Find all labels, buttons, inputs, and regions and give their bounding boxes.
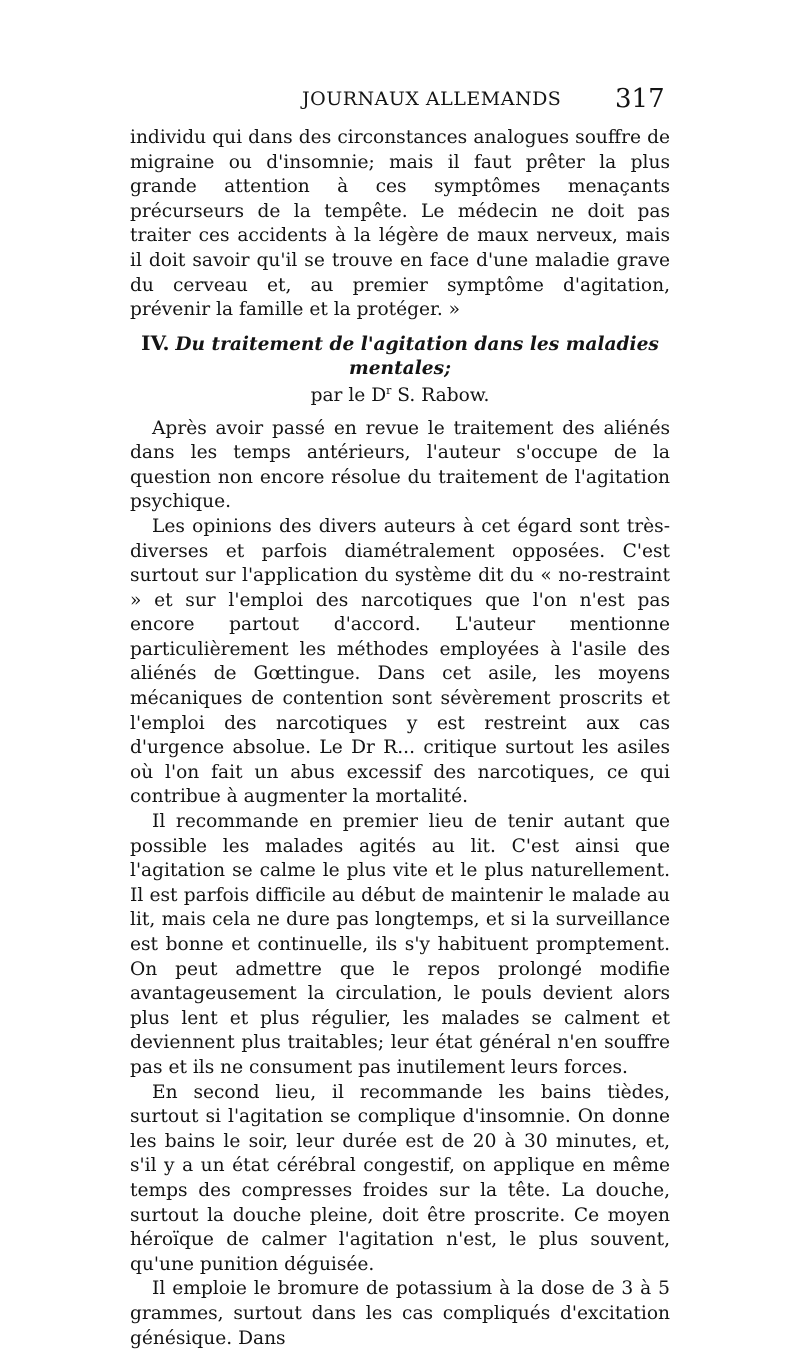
page-number: 317 [615,84,665,114]
byline-prefix: par le D [310,384,387,406]
paragraph-continuation: individu qui dans des circonstances analogues souffre de migraine ou d'insomnie; mais il faut prêter la plus grande attention à ces symptômes menaçants précurseurs de la tempête. Le médecin ne doit pas traiter ces accidents à la légère de maux nerveux, mais il doit savoir qu'il se trouve en face d'une maladie grave du cerveau et, au premier symptôme d'agitation, prévenir la famille et la protéger. » [130,127,670,321]
paragraph: Les opinions des divers auteurs à cet égard sont très-diverses et parfois diamétralement opposées. C'est surtout sur l'application du système dit du « no-restraint » et sur l'emploi des narcotiques que l'on n'est pas encore partout d'accord. L'auteur mentionne particulièrement les méthodes employées à l'asile des aliénés de Gœttingue. Dans cet asile, les moyens mécaniques de contention sont sévèrement proscrits et l'emploi des narcotiques y est restreint aux cas d'urgence absolue. Le Dr R... critique surtout les asiles où l'on fait un abus excessif des narcotiques, ce qui contribue à augmenter la mortalité. [130,515,670,808]
section-byline [130,384,670,409]
page-header [0,84,800,118]
section-numeral: IV. [141,330,170,355]
paragraph: En second lieu, il recommande les bains tièdes, surtout si l'agitation se complique d'insomnie. On donne les bains le soir, leur durée est de 20 à 30 minutes, et, s'il y a un état cérébral congestif, on applique en même temps des compresses froides sur la tête. La douche, surtout la douche pleine, doit être proscrite. Ce moyen héroïque de calmer l'agitation n'est, le plus souvent, qu'une punition déguisée. [130,1081,670,1275]
section-heading [130,331,670,409]
running-title: JOURNAUX ALLEMANDS [302,88,562,110]
section-title: Du traitement de l'agitation dans les maladies mentales; [175,333,659,380]
paragraph: Après avoir passé en revue le traitement des aliénés dans les temps antérieurs, l'auteur s'occupe de la question non encore résolue du traitement de l'agitation psychique. [130,417,670,513]
byline-superscript: r [386,383,392,397]
paragraph: Il emploie le bromure de potassium à la dose de 3 à 5 grammes, surtout dans les cas compliqués d'excitation génésique. Dans [130,1278,670,1349]
byline-author: S. Rabow. [391,384,490,406]
page-body [130,126,670,1351]
paragraph: Il recommande en premier lieu de tenir autant que possible les malades agités au lit. C'est ainsi que l'agitation se calme le plus vite et le plus naturellement. Il est parfois difficile au début de maintenir le malade au lit, mais cela ne dure pas longtemps, et si la surveillance est bonne et continuelle, ils s'y habituent promptement. On peut admettre que le repos prolongé modifie avantageusement la circulation, le pouls devient alors plus lent et plus régulier, les malades se calment et deviennent plus traitables; leur état général n'en souffre pas et ils ne consument pas inutilement leurs forces. [130,811,670,1078]
